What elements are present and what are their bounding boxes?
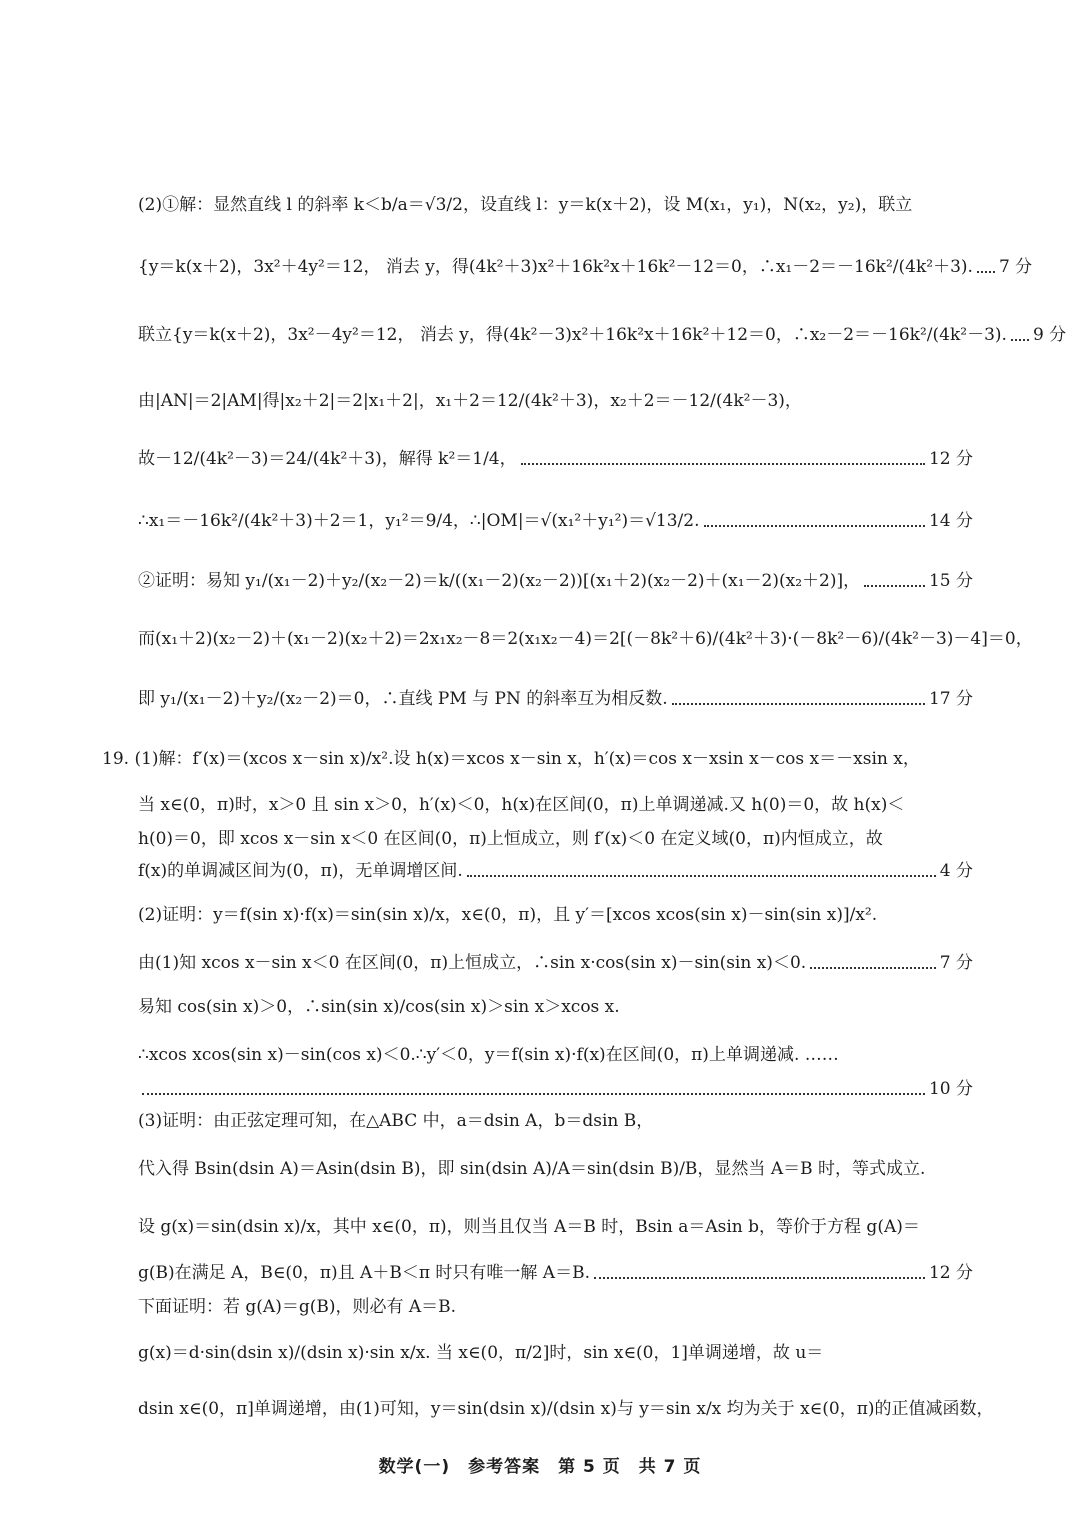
text-line	[138, 998, 973, 1018]
line-text: 即 y₁/(x₁－2)＋y₂/(x₂－2)＝0，∴直线 PM 与 PN 的斜率互为相反数.	[138, 689, 668, 709]
line-text: ∴xcos xcos(sin x)－sin(cos x)＜0.∴y′＜0，y＝f(sin x)·f(x)在区间(0，π)上单调递减. ……	[138, 1045, 839, 1065]
line-text: (2)①解：显然直线 l 的斜率 k＜b/a＝√3/2，设直线 l：y＝k(x＋2)，设 M(x₁，y₁)，N(x₂，y₂)，联立	[138, 195, 913, 215]
text-line	[138, 572, 973, 592]
text-line	[138, 830, 973, 850]
text-line	[138, 325, 1067, 346]
text-line	[102, 750, 973, 770]
line-text: 19. (1)解：f′(x)＝(xcos x－sin x)/x².设 h(x)＝xcos x－sin x，h′(x)＝cos x－xsin x－cos x＝－xsin x，	[102, 749, 920, 769]
text-line	[138, 392, 973, 412]
line-text: dsin x∈(0，π]单调递增，由(1)可知，y＝sin(dsin x)/(dsin x)与 y＝sin x/x 均为关于 x∈(0，π)的正值减函数，	[138, 1399, 994, 1419]
text-line	[138, 1344, 973, 1364]
leader-dots	[594, 1276, 925, 1279]
score-label: 15 分	[928, 571, 973, 591]
leader-dots	[704, 524, 925, 527]
line-text: 由|AN|＝2|AM|得|x₂＋2|＝2|x₁＋2|，x₁＋2＝12/(4k²＋3)，x₂＋2＝－12/(4k²－3)，	[138, 391, 802, 411]
line-text: 而(x₁＋2)(x₂－2)＋(x₁－2)(x₂＋2)＝2x₁x₂－8＝2(x₁x₂－4)＝2[(－8k²＋6)/(4k²＋3)·(－8k²－6)/(4k²－3)－4]＝0，	[138, 629, 1033, 649]
leader-dots	[467, 874, 936, 877]
score-label: 12 分	[928, 1263, 973, 1283]
text-line	[138, 796, 973, 816]
score-label: 7 分	[939, 953, 973, 973]
text-line	[138, 196, 973, 216]
line-text: 设 g(x)＝sin(dsin x)/x，其中 x∈(0，π)，则当且仅当 A＝B 时，Bsin a＝Asin b，等价于方程 g(A)＝	[138, 1217, 920, 1237]
text-line	[138, 1112, 973, 1132]
line-text: 易知 cos(sin x)＞0，∴sin(sin x)/cos(sin x)＞sin x＞xcos x.	[138, 997, 620, 1017]
line-text: (3)证明：由正弦定理可知，在△ABC 中，a＝dsin A，b＝dsin B，	[138, 1111, 654, 1131]
line-text: f(x)的单调减区间为(0，π)，无单调增区间.	[138, 861, 463, 881]
line-text: (2)证明：y＝f(sin x)·f(x)＝sin(sin x)/x，x∈(0，π)，且 y′＝[xcos xcos(sin x)－sin(sin x)]/x².	[138, 905, 878, 925]
line-text: h(0)＝0，即 xcos x－sin x＜0 在区间(0，π)上恒成立，则 f′(x)＜0 在定义域(0，π)内恒成立，故	[138, 829, 883, 849]
text-line	[138, 1080, 973, 1100]
line-text: {y＝k(x＋2)，3x²＋4y²＝12， 消去 y，得(4k²＋3)x²＋16k²x＋16k²－12＝0，∴x₁－2＝－16k²/(4k²＋3).	[138, 257, 973, 277]
leader-dots	[142, 1092, 925, 1095]
score-label: 14 分	[928, 511, 973, 531]
score-label: 9 分	[1032, 325, 1067, 345]
text-line	[138, 450, 973, 470]
line-text: 由(1)知 xcos x－sin x＜0 在区间(0，π)上恒成立，∴sin x·cos(sin x)－sin(sin x)＜0.	[138, 953, 807, 973]
text-line	[138, 906, 973, 926]
line-text: g(x)＝d·sin(dsin x)/(dsin x)·sin x/x. 当 x∈(0，π/2]时，sin x∈(0，1]单调递增，故 u＝	[138, 1343, 824, 1363]
leader-dots	[1011, 338, 1029, 341]
score-label: 12 分	[928, 449, 973, 469]
text-line	[138, 257, 1033, 278]
text-line	[138, 954, 973, 974]
line-text: ②证明：易知 y₁/(x₁－2)＋y₂/(x₂－2)＝k/((x₁－2)(x₂－2))[(x₁＋2)(x₂－2)＋(x₁－2)(x₂＋2)]，	[138, 571, 861, 591]
leader-dots	[864, 584, 925, 587]
leader-dots	[810, 966, 936, 969]
text-line	[138, 629, 1033, 650]
score-label: 10 分	[928, 1079, 973, 1099]
text-line	[138, 1218, 973, 1238]
score-label: 7 分	[998, 257, 1033, 277]
text-line	[138, 1160, 973, 1180]
text-line	[138, 690, 973, 710]
score-label: 17 分	[928, 689, 973, 709]
text-line	[138, 512, 973, 532]
score-label: 4 分	[939, 861, 973, 881]
text-line	[138, 862, 973, 882]
line-text: 联立{y＝k(x＋2)，3x²－4y²＝12， 消去 y，得(4k²－3)x²＋16k²x＋16k²＋12＝0，∴x₂－2＝－16k²/(4k²－3).	[138, 325, 1007, 345]
text-line	[138, 1264, 973, 1284]
line-text: 代入得 Bsin(dsin A)＝Asin(dsin B)，即 sin(dsin A)/A＝sin(dsin B)/B，显然当 A＝B 时，等式成立.	[138, 1159, 926, 1179]
line-text: 故－12/(4k²－3)＝24/(4k²＋3)，解得 k²＝1/4，	[138, 449, 517, 469]
line-text: g(B)在满足 A，B∈(0，π)且 A＋B＜π 时只有唯一解 A＝B.	[138, 1263, 590, 1283]
page-footer: 数学(一) 参考答案 第 5 页 共 7 页	[378, 1457, 702, 1477]
leader-dots	[521, 462, 925, 465]
text-line	[138, 1298, 973, 1318]
text-line	[138, 1046, 973, 1066]
text-line	[138, 1399, 994, 1420]
leader-dots	[977, 270, 995, 273]
line-text: 下面证明：若 g(A)＝g(B)，则必有 A＝B.	[138, 1297, 457, 1317]
line-text: ∴x₁＝－16k²/(4k²＋3)＋2＝1，y₁²＝9/4，∴|OM|＝√(x₁²＋y₁²)＝√13/2.	[138, 511, 700, 531]
line-text: 当 x∈(0，π)时，x＞0 且 sin x＞0，h′(x)＜0，h(x)在区间(0，π)上单调递减.又 h(0)＝0，故 h(x)＜	[138, 795, 905, 815]
leader-dots	[672, 702, 925, 705]
